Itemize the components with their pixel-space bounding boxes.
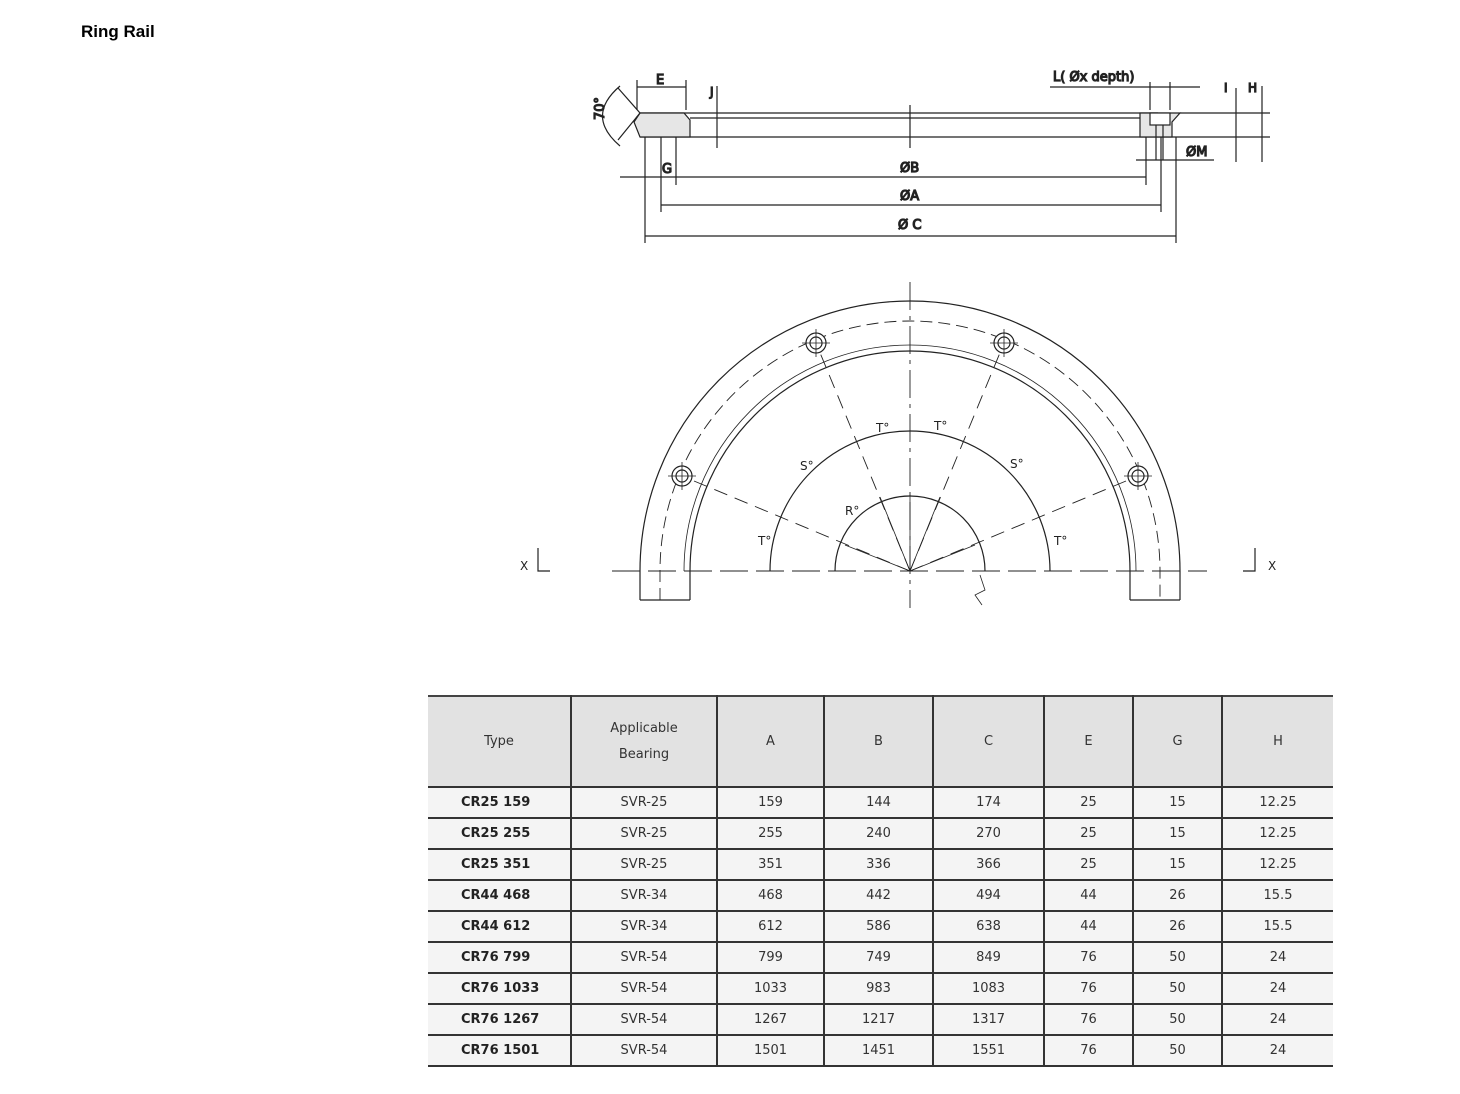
table-cell: 26 (1133, 911, 1222, 942)
angle-s-label: S° (800, 459, 814, 473)
table-cell: 15 (1133, 787, 1222, 818)
table-cell: 336 (824, 849, 933, 880)
table-cell: 749 (824, 942, 933, 973)
table-cell: 468 (717, 880, 824, 911)
header-bearing-line2: Bearing (618, 746, 670, 762)
table-cell: CR76 1033 (428, 973, 571, 1004)
header-e: E (1044, 696, 1133, 787)
table-cell: 15 (1133, 849, 1222, 880)
table-cell: 612 (717, 911, 824, 942)
table-row (428, 818, 1333, 849)
table-cell: 983 (824, 973, 933, 1004)
table-cell: 351 (717, 849, 824, 880)
table-row (428, 973, 1333, 1004)
table-cell: 638 (933, 911, 1044, 942)
table-row (428, 849, 1333, 880)
table-cell: 24 (1222, 973, 1333, 1004)
top-view (520, 282, 1276, 608)
table-cell: 270 (933, 818, 1044, 849)
table-cell: 12.25 (1222, 849, 1333, 880)
table-cell: 255 (717, 818, 824, 849)
table-cell: CR76 1267 (428, 1004, 571, 1035)
table-cell: CR25 255 (428, 818, 571, 849)
table-cell: 76 (1044, 1035, 1133, 1066)
table-cell: CR25 351 (428, 849, 571, 880)
dim-h-label: H (1248, 81, 1258, 95)
header-applicable-bearing (571, 696, 717, 787)
table-header-row (428, 696, 1333, 787)
table-cell: 24 (1222, 1035, 1333, 1066)
table-cell: 1501 (717, 1035, 824, 1066)
side-view (593, 70, 1270, 243)
table-cell: 15.5 (1222, 880, 1333, 911)
table-cell: 25 (1044, 849, 1133, 880)
table-cell: SVR-25 (571, 849, 717, 880)
dim-b-label: ØB (900, 161, 920, 176)
header-b: B (824, 696, 933, 787)
table-cell: 44 (1044, 880, 1133, 911)
dim-g-label: G (662, 162, 673, 177)
angle-s-label: S° (1010, 457, 1024, 471)
table-row (428, 911, 1333, 942)
table-cell: SVR-54 (571, 942, 717, 973)
angle-label: 70° (593, 96, 608, 120)
table-cell: 76 (1044, 973, 1133, 1004)
table-row (428, 787, 1333, 818)
angle-t-label: T° (934, 419, 948, 433)
table-row (428, 880, 1333, 911)
table-cell: 174 (933, 787, 1044, 818)
section-x-label: X (520, 559, 529, 573)
table-cell: 494 (933, 880, 1044, 911)
table-row (428, 1035, 1333, 1066)
table-cell: 76 (1044, 1004, 1133, 1035)
section-x-label: X (1268, 559, 1277, 573)
table-cell: SVR-34 (571, 911, 717, 942)
table-cell: 1033 (717, 973, 824, 1004)
table-cell: 240 (824, 818, 933, 849)
header-c: C (933, 696, 1044, 787)
table-cell: 144 (824, 787, 933, 818)
table-cell: 1317 (933, 1004, 1044, 1035)
angle-r-label: R° (845, 504, 860, 518)
table-cell: 50 (1133, 1035, 1222, 1066)
table-cell: 12.25 (1222, 787, 1333, 818)
table-cell: 442 (824, 880, 933, 911)
header-type: Type (428, 696, 571, 787)
table-cell: CR76 799 (428, 942, 571, 973)
dim-m-label: ØM (1186, 145, 1208, 160)
table-cell: SVR-54 (571, 973, 717, 1004)
table-cell: 50 (1133, 973, 1222, 1004)
table-cell: 15 (1133, 818, 1222, 849)
table-cell: SVR-25 (571, 787, 717, 818)
table-cell: 1217 (824, 1004, 933, 1035)
dim-j-label: J (710, 85, 714, 99)
table-cell: 15.5 (1222, 911, 1333, 942)
angle-t-label: T° (1054, 534, 1068, 548)
table-cell: 76 (1044, 942, 1133, 973)
table-cell: SVR-25 (571, 818, 717, 849)
table-cell: 50 (1133, 1004, 1222, 1035)
table-cell: CR44 468 (428, 880, 571, 911)
table-row (428, 942, 1333, 973)
table-cell: SVR-34 (571, 880, 717, 911)
table-cell: 366 (933, 849, 1044, 880)
table-cell: 1451 (824, 1035, 933, 1066)
table-cell: SVR-54 (571, 1035, 717, 1066)
table-cell: 799 (717, 942, 824, 973)
dim-i-label: I (1224, 81, 1228, 95)
page-title: Ring Rail (81, 22, 155, 41)
table-cell: 1083 (933, 973, 1044, 1004)
table-row (428, 1004, 1333, 1035)
table-cell: 25 (1044, 787, 1133, 818)
dim-e-label: E (656, 73, 665, 88)
header-h: H (1222, 696, 1333, 787)
table-cell: 24 (1222, 1004, 1333, 1035)
table-cell: 12.25 (1222, 818, 1333, 849)
table-cell: CR76 1501 (428, 1035, 571, 1066)
table-cell: 26 (1133, 880, 1222, 911)
table-cell: 849 (933, 942, 1044, 973)
dim-l-label: L( Øx depth) (1053, 70, 1135, 85)
header-a: A (717, 696, 824, 787)
table-cell: SVR-54 (571, 1004, 717, 1035)
table-body (428, 787, 1333, 1066)
table-cell: 50 (1133, 942, 1222, 973)
angle-t-label: T° (758, 534, 772, 548)
table-cell: 586 (824, 911, 933, 942)
dim-c-label: Ø C (898, 218, 922, 233)
table-cell: 159 (717, 787, 824, 818)
table-cell: 44 (1044, 911, 1133, 942)
table-cell: CR44 612 (428, 911, 571, 942)
header-g: G (1133, 696, 1222, 787)
ring-rail-spec-table (428, 695, 1333, 1067)
dim-a-label: ØA (900, 189, 920, 204)
table-cell: 24 (1222, 942, 1333, 973)
angle-t-label: T° (876, 421, 890, 435)
table-cell: 1267 (717, 1004, 824, 1035)
table-cell: 1551 (933, 1035, 1044, 1066)
header-bearing-line1: Applicable (610, 720, 678, 736)
table-cell: CR25 159 (428, 787, 571, 818)
table-cell: 25 (1044, 818, 1133, 849)
